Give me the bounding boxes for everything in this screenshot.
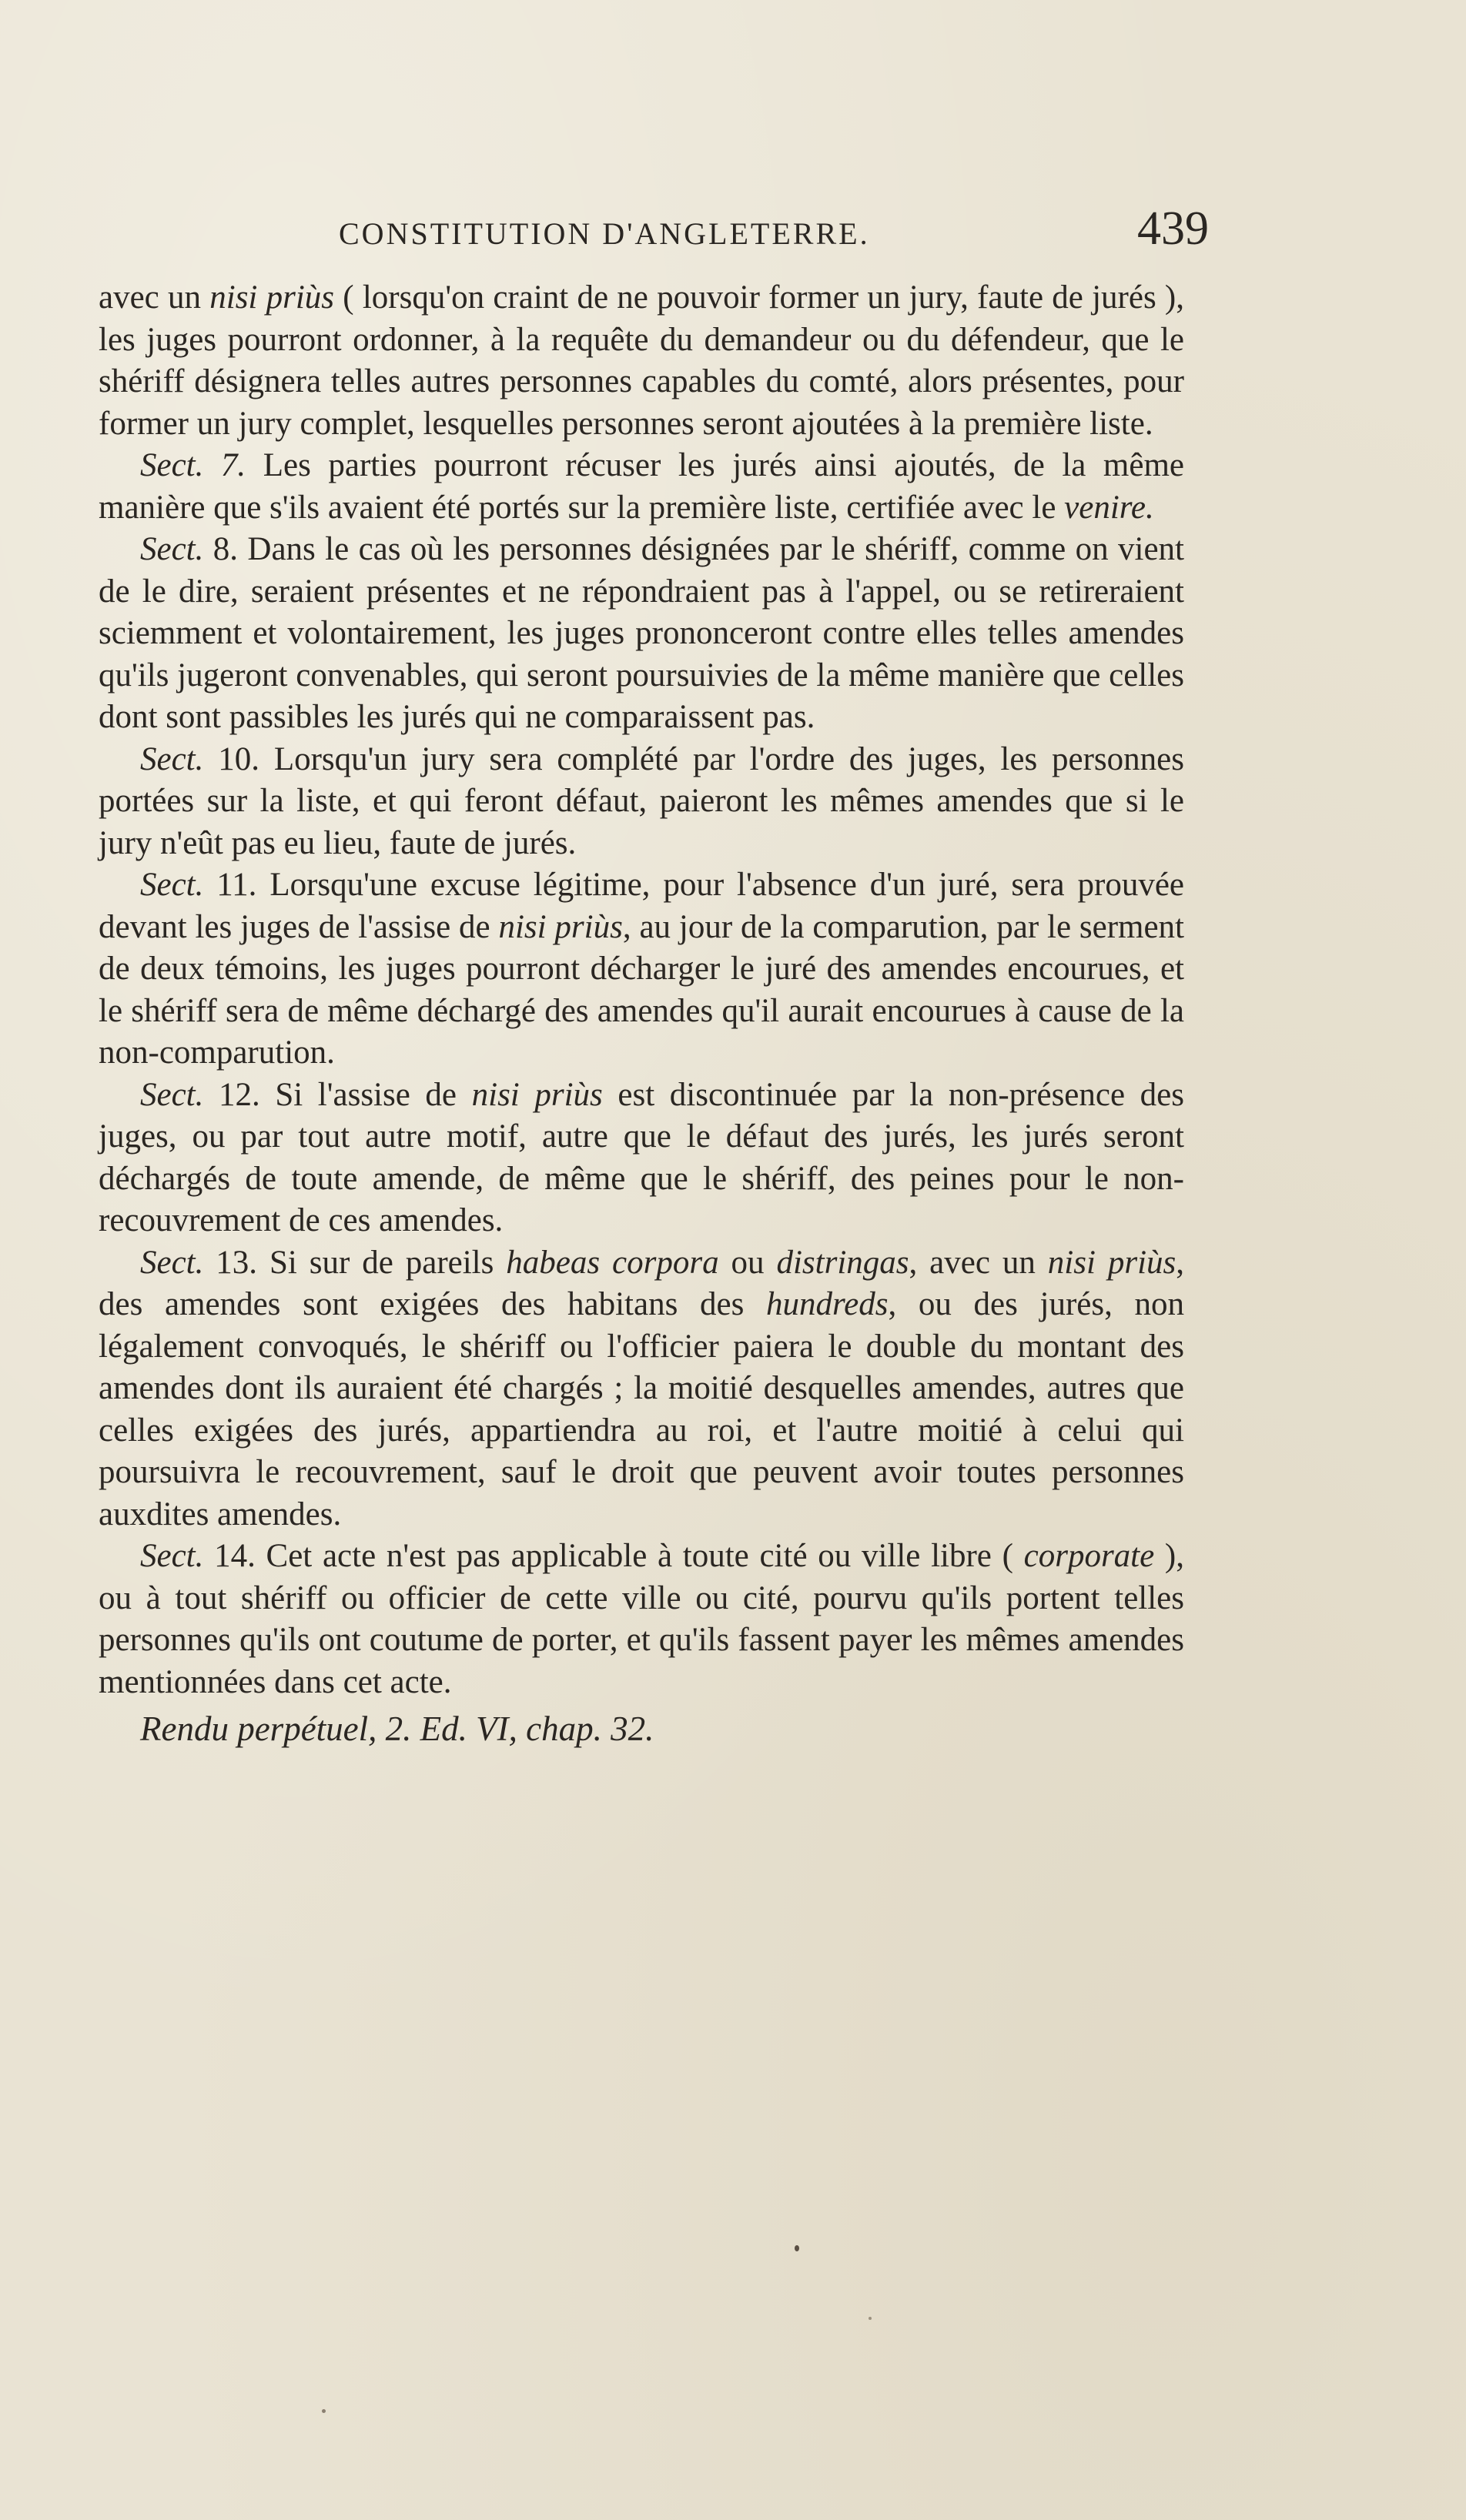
latin-term: nisi priùs: [498, 908, 623, 945]
paragraph-section-8: [99, 529, 1184, 739]
text-run: 13. Si sur de pareils: [203, 1244, 507, 1281]
section-label: Sect. 7.: [140, 447, 246, 483]
latin-term: nisi priùs: [1047, 1244, 1176, 1281]
running-head: [100, 202, 1209, 269]
text-run: Les parties pourront récuser les jurés ainsi ajoutés, de la même manière que s'ils avaient été portés sur la première liste, certifiée avec le: [99, 447, 1185, 526]
closing-citation: Rendu perpétuel, 2. Ed. VI, chap. 32.: [140, 1710, 654, 1748]
page-number: 439: [1137, 202, 1209, 255]
latin-term: hundreds: [765, 1286, 889, 1322]
paper-speck: [322, 2409, 326, 2413]
paragraph-section-10: [99, 739, 1184, 865]
text-run: 8. Dans le cas où les personnes désignées par le shériff, comme on vient de le dire, seraient présentes et ne répondraient pas à l'appel, ou se retireraient sciemment et volontairement, les juges prononceront contre elles telles amendes qu'ils jugeront convenables, qui seront poursuivies de la même manière que celles dont sont passibles les jurés qui ne comparaissent pas.: [99, 531, 1184, 735]
text-run: 12. Si l'assise de: [203, 1076, 472, 1113]
text-run: 11. Lorsqu'une excuse légitime, pour l'absence d'un juré, sera prouvée devant les juges de l'assise de: [99, 867, 1184, 945]
paragraph-continuation: [99, 277, 1184, 445]
text-run: 14. Cet acte n'est pas applicable à toute cité ou ville libre (: [203, 1538, 1024, 1574]
latin-term: habeas corpora: [506, 1244, 719, 1281]
text-run: ), ou à tout shériff ou officier de cette ville ou cité, pourvu qu'ils portent telles personnes qu'ils ont coutume de porter, et qu'ils fassent payer les mêmes amendes mentionnées dans cet acte.: [99, 1538, 1184, 1700]
section-label: Sect.: [140, 1076, 204, 1113]
text-run: est discontinuée par la non-présence des juges, ou par tout autre motif, autre que le défaut des jurés, les jurés seront déchargés de toute amende, de même que le shériff, des peines pour le non-recouvrement de ces amendes.: [99, 1076, 1184, 1238]
text-run: avec un: [99, 279, 210, 316]
section-label: Sect.: [140, 867, 204, 903]
section-label: Sect.: [140, 531, 204, 567]
latin-term: distringas: [776, 1244, 909, 1281]
paper-speck: [795, 2245, 799, 2251]
paragraph-section-7: [99, 445, 1184, 529]
paragraph-section-14: [99, 1536, 1184, 1703]
section-label: Sect.: [140, 740, 204, 777]
latin-term: nisi priùs: [471, 1076, 603, 1113]
paragraph-section-12: [99, 1075, 1184, 1242]
paper-speck: [869, 2317, 872, 2320]
latin-term: nisi priùs: [209, 279, 335, 316]
text-run: , ou des jurés, non légalement convoqués, le shériff ou l'officier paiera le double du montant des amendes dont ils auraient été chargés ; la moitié desquelles amendes, autres que celles exigées des jurés, appartiendra au roi, et l'autre moitié à celui qui poursuivra le recouvrement, sauf le droit que peuvent avoir toutes personnes auxdites amendes.: [99, 1286, 1185, 1532]
section-label: Sect.: [140, 1538, 204, 1574]
latin-term: venire.: [1064, 489, 1154, 526]
text-run: , des amendes sont exigées des habitans des: [99, 1244, 1184, 1322]
latin-term: corporate: [1023, 1538, 1155, 1574]
paragraph-section-13: [99, 1242, 1184, 1536]
text-run: ( lorsqu'on craint de ne pouvoir former un jury, faute de jurés ), les juges pourront ordonner, à la requête du demandeur ou du défendeur, que le shériff désignera telles autres personnes capables du comté, alors présentes, pour former un jury complet, lesquelles personnes seront ajoutées à la première liste.: [99, 279, 1184, 442]
text-run: , au jour de la comparution, par le serment de deux témoins, les juges pourront décharger le juré des amendes encourues, et le shériff sera de même déchargé des amendes qu'il aurait encourues à cause de la non-comparution.: [99, 908, 1184, 1071]
paragraph-section-11: [99, 864, 1184, 1075]
running-title: CONSTITUTION D'ANGLETERRE.: [339, 216, 870, 251]
body-text: [99, 277, 1184, 1750]
text-run: ou: [718, 1244, 777, 1281]
text-run: , avec un: [909, 1244, 1048, 1281]
text-run: 10. Lorsqu'un jury sera complété par l'ordre des juges, les personnes portées sur la liste, et qui feront défaut, paieront les mêmes amendes que si le jury n'eût pas eu lieu, faute de jurés.: [99, 740, 1184, 861]
section-label: Sect.: [140, 1244, 204, 1281]
